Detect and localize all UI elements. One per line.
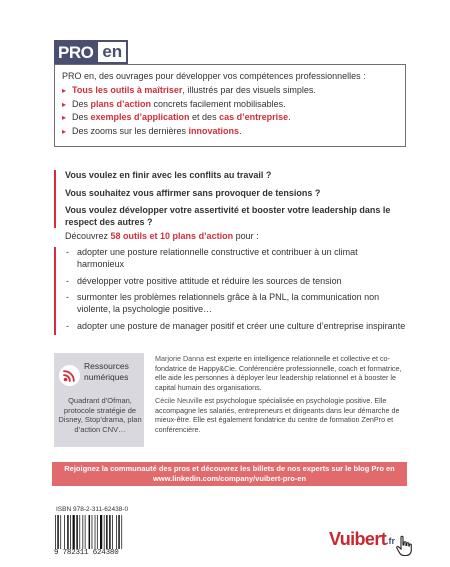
benefit-item: - surmonter les problèmes relationnels grâce à la PNL, la communication non violente, la psychologie positive… (65, 292, 406, 316)
author-bio: Cécile Neuville est psychologue spécialisée en psychologie positive. Elle accompagne les salariés, entrepreneurs et dirigeants dans leur démarche de mieux-être. Elle est également fondatrice du centre de formation ZenPro et conférencière. (155, 396, 400, 434)
publisher-name: Vuibert (329, 529, 387, 549)
banner-text: Rejoignez la communauté des pros et découvrez les billets de nos experts sur le blog Pro en (64, 464, 395, 473)
intro-item: ▸ Des zooms sur les dernières innovations. (62, 125, 405, 139)
benefits-list (54, 247, 406, 335)
resources-text: Quadrant d’Ofman, protocole stratégie de Disney, Stop’drama, plan d’action CNV… (58, 396, 142, 434)
logo-en: en (96, 40, 128, 64)
barcode-number: 9 782311 624380 (54, 549, 119, 557)
intro-box (54, 64, 406, 147)
author-bio: Marjorie Danna est experte en intelligence relationnelle et collective et co-fondatrice de Happy&Cie. Conférencière professionnelle, coach et formatrice, elle aide les personnes à déployer leur leadership relationnel et à booster le capital humain des organisations. (155, 354, 402, 392)
publisher-logo (329, 525, 415, 559)
logo-pro: PRO (54, 40, 96, 64)
intro-item: ▸ Des exemples d’application et des cas d’entreprise. (62, 111, 405, 125)
community-banner (52, 462, 407, 486)
intro-title: PRO en, des ouvrages pour développer vos compétences professionnelles : (62, 71, 366, 81)
digital-resources-box (54, 353, 144, 447)
question: Vous souhaitez vous affirmer sans provoquer de tensions ? (65, 187, 321, 198)
intro-item: ▸ Des plans d’action concrets facilement mobilisables. (62, 98, 405, 112)
pro-en-logo (54, 40, 128, 64)
question: Vous voulez développer votre assertivité et booster votre leadership dans le respect des autres ? (65, 205, 391, 227)
barcode (54, 515, 126, 549)
intro-item: ▸ Tous les outils à maîtriser, illustrés par des visuels simples. (62, 84, 405, 98)
linkedin-link[interactable]: www.linkedin.com/company/vuibert-pro-en (152, 474, 307, 483)
benefit-item: - adopter une posture relationnelle constructive et contribuer à un climat harmonieux (65, 247, 406, 271)
publisher-tld: .fr (386, 536, 395, 546)
isbn-label: ISBN 978-2-311-62438-0 (56, 506, 129, 513)
benefit-item: - développer votre positive attitude et réduire les sources de tension (65, 276, 406, 288)
questions-block (54, 170, 406, 228)
benefit-item: - adopter une posture de manager positif et créer une culture d’entreprise inspirante (65, 321, 406, 333)
authors-bio (155, 354, 407, 438)
intro-list (62, 84, 405, 138)
resources-title: Ressources numériques (84, 361, 129, 382)
discover-line: Découvrez 58 outils et 10 plans d’action pour : (65, 231, 259, 241)
pointer-hand-icon (395, 535, 413, 557)
rss-icon (59, 365, 80, 386)
question: Vous voulez en finir avec les conflits au travail ? (65, 170, 272, 180)
